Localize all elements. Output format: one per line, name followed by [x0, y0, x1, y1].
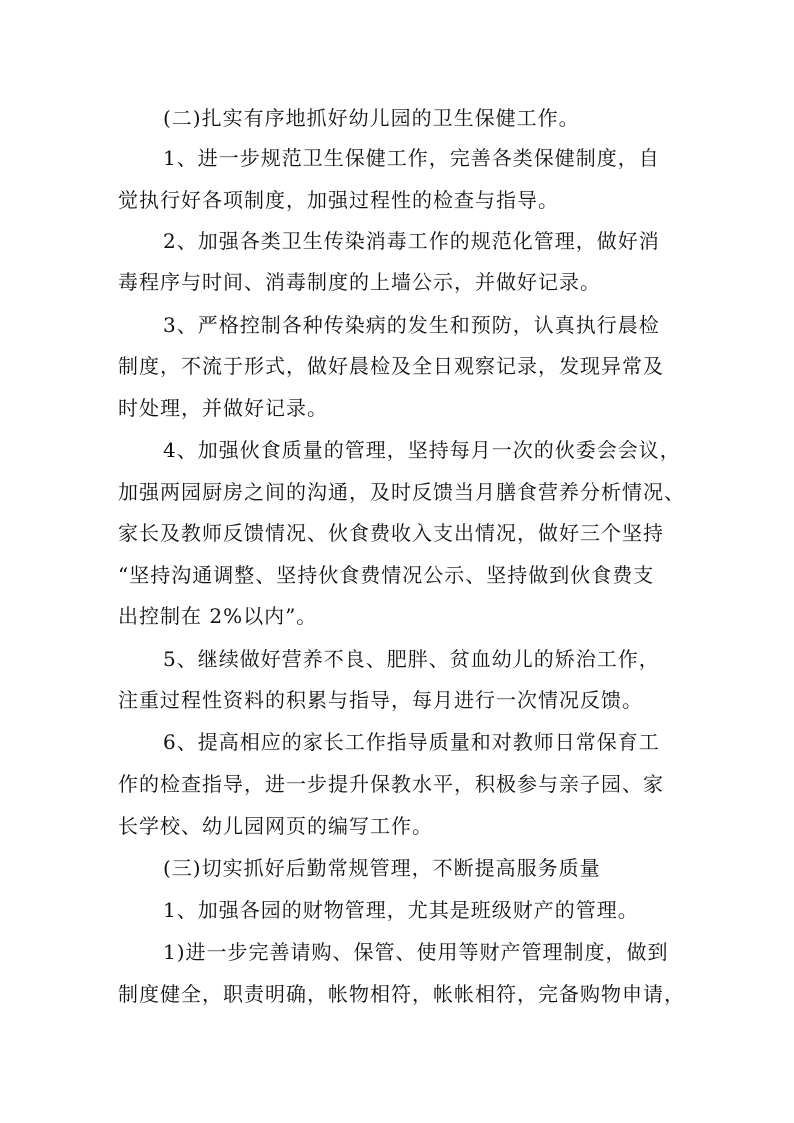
paragraph-line: 3、严格控制各种传染病的发生和预防，认真执行晨检 — [163, 313, 660, 337]
section-heading-3: (三)切实抓好后勤常规管理，不断提高服务质量 — [163, 856, 601, 880]
paragraph-line: 毒程序与时间、消毒制度的上墙公示，并做好记录。 — [118, 270, 601, 294]
paragraph-line: 1)进一步完善请购、保管、使用等财产管理制度，做到 — [163, 940, 669, 964]
paragraph-line: 家长及教师反馈情况、伙食费收入支出情况，做好三个坚持 — [118, 521, 664, 545]
paragraph-line: 制度健全，职责明确，帐物相符，帐帐相符，完备购物申请， — [118, 982, 685, 1006]
paragraph-line: 6、提高相应的家长工作指导质量和对教师日常保育工 — [163, 730, 660, 754]
paragraph-line: 5、继续做好营养不良、肥胖、贫血幼儿的矫治工作， — [163, 647, 660, 671]
paragraph-line: 觉执行好各项制度，加强过程性的检查与指导。 — [118, 188, 559, 212]
paragraph-line: 加强两园厨房之间的沟通，及时反馈当月膳食营养分析情况、 — [118, 480, 685, 504]
paragraph-line: 出控制在 2%以内”。 — [118, 604, 318, 628]
paragraph-line: 时处理，并做好记录。 — [118, 396, 328, 420]
paragraph-line: 1、加强各园的财物管理，尤其是班级财产的管理。 — [163, 898, 639, 922]
paragraph-line: “坚持沟通调整、坚持伙食费情况公示、坚持做到伙食费支 — [118, 563, 655, 587]
paragraph-line: 作的检查指导，进一步提升保教水平，积极参与亲子园、家 — [118, 772, 664, 796]
paragraph-line: 制度，不流于形式，做好晨检及全日观察记录，发现异常及 — [118, 354, 664, 378]
paragraph-line: 长学校、幼儿园网页的编写工作。 — [118, 814, 433, 838]
paragraph-line: 1、进一步规范卫生保健工作，完善各类保健制度，自 — [163, 146, 660, 170]
paragraph-line: 注重过程性资料的积累与指导，每月进行一次情况反馈。 — [118, 688, 643, 712]
section-heading-2: (二)扎实有序地抓好幼儿园的卫生保健工作。 — [163, 106, 580, 130]
paragraph-line: 2、加强各类卫生传染消毒工作的规范化管理，做好消 — [163, 229, 660, 253]
paragraph-line: 4、加强伙食质量的管理，坚持每月一次的伙委会会议， — [163, 438, 681, 462]
